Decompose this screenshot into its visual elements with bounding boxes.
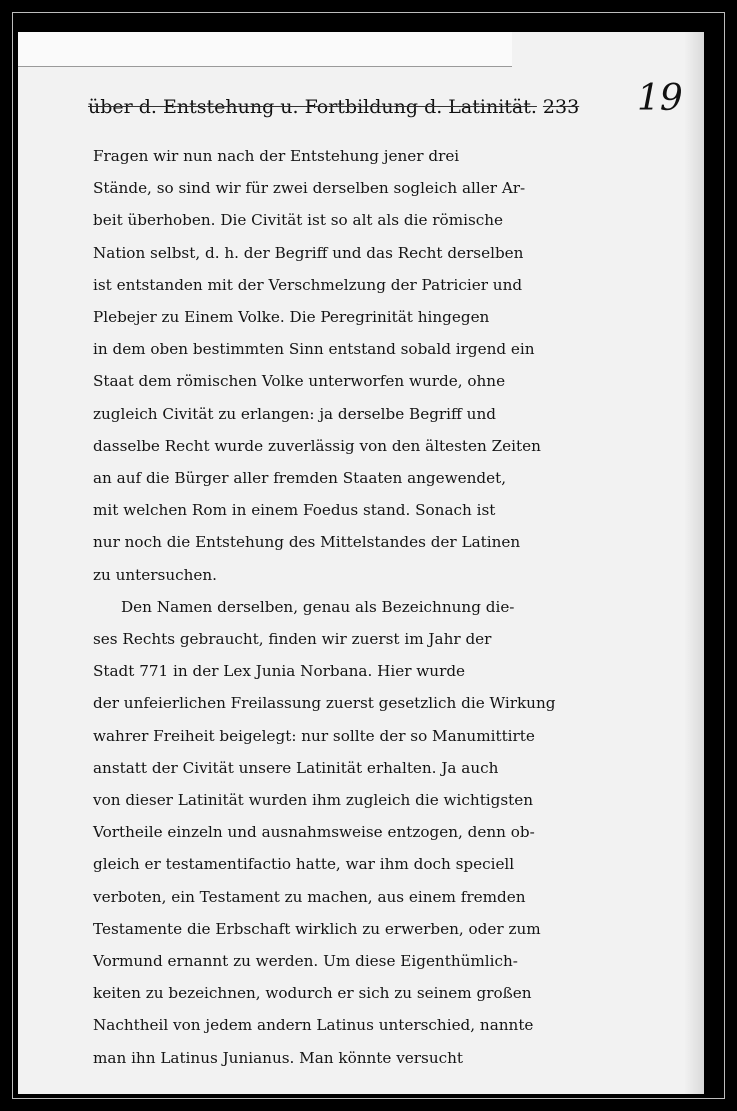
text-line: Staat dem römischen Volke unterworfen wurde, ohne xyxy=(93,372,506,391)
text-line: gleich er testamentifactio hatte, war ihm doch speciell xyxy=(93,855,515,874)
text-line: Den Namen derselben, genau als Bezeichnung die- xyxy=(121,597,515,616)
text-line: ses Rechts gebraucht, finden wir zuerst im Jahr der xyxy=(93,630,492,649)
text-line: anstatt der Civität unsere Latinität erhalten. Ja auch xyxy=(93,758,499,777)
text-line: man ihn Latinus Junianus. Man könnte versucht xyxy=(93,1048,464,1067)
page-number: 19 xyxy=(637,78,683,119)
running-header xyxy=(88,96,580,118)
text-line: Stadt 771 in der Lex Junia Norbana. Hier wurde xyxy=(93,662,466,681)
text-line: verboten, ein Testament zu machen, aus einem fremden xyxy=(93,887,526,906)
header-title: über d. Entstehung u. Fortbildung d. Latinität. xyxy=(88,96,537,118)
body-text xyxy=(93,140,556,1074)
paper-strip xyxy=(18,32,512,67)
text-line: zugleich Civität zu erlangen: ja derselbe Begriff und xyxy=(93,404,496,423)
text-line: in dem oben bestimmten Sinn entstand sobald irgend ein xyxy=(93,340,535,359)
text-line: wahrer Freiheit beigelegt: nur sollte der so Manumittirte xyxy=(93,726,535,745)
text-line: Nachtheil von jedem andern Latinus unterschied, nannte xyxy=(93,1016,534,1035)
text-line: Stände, so sind wir für zwei derselben sogleich aller Ar- xyxy=(93,179,526,198)
text-line: beit überhoben. Die Civität ist so alt als die römische xyxy=(93,211,504,230)
paragraph xyxy=(93,140,541,591)
text-line: keiten zu bezeichnen, wodurch er sich zu seinem großen xyxy=(93,984,532,1003)
text-line: von dieser Latinität wurden ihm zugleich die wichtigsten xyxy=(93,791,534,810)
page-edge-shadow xyxy=(684,32,704,1094)
text-line: Testamente die Erbschaft wirklich zu erwerben, oder zum xyxy=(93,919,541,938)
header-folio: 233 xyxy=(542,96,580,118)
text-line: ist entstanden mit der Verschmelzung der Patricier und xyxy=(93,275,523,294)
text-line: an auf die Bürger aller fremden Staaten angewendet, xyxy=(93,469,507,488)
text-line: zu untersuchen. xyxy=(93,565,217,584)
text-line: der unfeierlichen Freilassung zuerst gesetzlich die Wirkung xyxy=(93,694,556,713)
text-line: Plebejer zu Einem Volke. Die Peregrinität hingegen xyxy=(93,308,490,327)
text-line: Vormund ernannt zu werden. Um diese Eigenthümlich- xyxy=(93,952,518,971)
text-line: Vortheile einzeln und ausnahmsweise entzogen, denn ob- xyxy=(93,823,535,842)
text-line: mit welchen Rom in einem Foedus stand. Sonach ist xyxy=(93,501,496,520)
text-line: Fragen wir nun nach der Entstehung jener drei xyxy=(93,147,460,165)
text-line: Nation selbst, d. h. der Begriff und das Recht derselben xyxy=(93,243,524,262)
text-line: nur noch die Entstehung des Mittelstandes der Latinen xyxy=(93,533,521,552)
text-line: dasselbe Recht wurde zuverlässig von den ältesten Zeiten xyxy=(93,436,541,455)
paragraph xyxy=(93,591,556,1074)
